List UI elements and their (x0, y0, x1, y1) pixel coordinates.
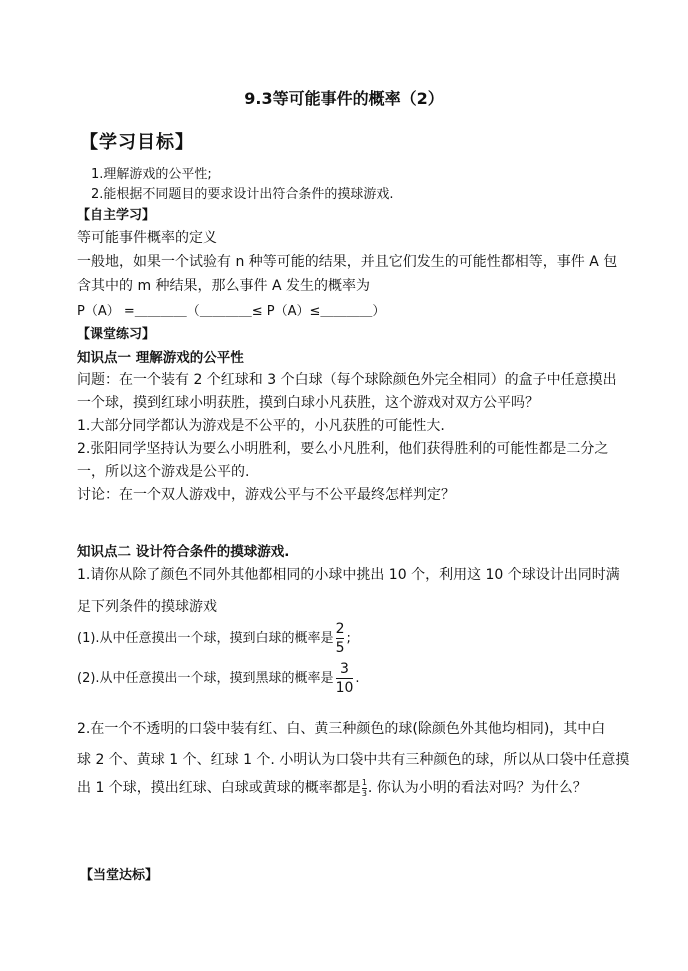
fraction-numerator: 1 (361, 777, 367, 787)
definition-title: 等可能事件概率的定义 (77, 230, 217, 246)
fraction-two-fifths (336, 622, 345, 655)
objectives-heading: 【学习目标】 (80, 132, 194, 153)
definition-text-line-2: 含其中的 m 种结果，那么事件 A 发生的概率为 (77, 278, 371, 294)
fraction-denominator: 5 (335, 640, 345, 656)
problem-line-2: 一个球，摸到红球小明获胜，摸到白球小凡获胜，这个游戏对双方公平吗？ (77, 395, 539, 411)
self-study-heading: 【自主学习】 (77, 208, 156, 223)
objective-item-1: 1.理解游戏的公平性; (91, 167, 212, 182)
problem-line-1: 问题：在一个装有 2 个红球和 3 个白球（每个球除颜色外完全相同）的盒子中任意摸出 (77, 372, 617, 388)
bag-question-line-3 (77, 777, 587, 798)
design-question-line-2: 足下列条件的摸球游戏 (77, 599, 217, 615)
discussion-question: 讨论：在一个双人游戏中，游戏公平与不公平最终怎样判定？ (77, 487, 455, 503)
condition-1 (77, 622, 351, 655)
condition-2-end: . (355, 671, 360, 686)
opinion-2-line-2: 一，所以这个游戏是公平的. (77, 464, 250, 480)
fraction-numerator: 2 (335, 621, 345, 637)
fraction-denominator: 10 (335, 680, 354, 696)
condition-2-text: (2).从中任意摸出一个球，摸到黑球的概率是 (77, 671, 334, 686)
definition-text-line-1: 一般地，如果一个试验有 n 种等可能的结果，并且它们发生的可能性都相等，事件 A 包 (77, 254, 618, 270)
design-question-line-1: 1.请你从除了颜色不同外其他都相同的小球中挑出 10 个，利用这 10 个球设计出同时满 (77, 567, 620, 583)
fraction-one-third (362, 779, 367, 798)
practice-heading: 【课堂练习】 (77, 327, 156, 342)
opinion-2-line-1: 2.张阳同学坚持认为要么小明胜利，要么小凡胜利，他们获得胜利的可能性都是二分之 (77, 441, 609, 457)
fraction-denominator: 3 (361, 788, 367, 798)
fraction-three-tenths (336, 662, 354, 695)
bag-question-line-1: 2.在一个不透明的口袋中装有红、白、黄三种颜色的球(除颜色外其他均相同)，其中白 (77, 721, 606, 737)
fraction-numerator: 3 (340, 661, 349, 677)
bag-question-line-3-after: . 你认为小明的看法对吗？为什么？ (367, 780, 587, 796)
page-title: 9.3等可能事件的概率（2） (244, 89, 444, 108)
knowledge-point-1-title: 知识点一 理解游戏的公平性 (77, 350, 244, 366)
knowledge-point-2-title: 知识点二 设计符合条件的摸球游戏. (77, 544, 290, 560)
condition-1-text: (1).从中任意摸出一个球，摸到白球的概率是 (77, 631, 334, 646)
bag-question-line-2: 球 2 个、黄球 1 个、红球 1 个. 小明认为口袋中共有三种颜色的球，所以从口袋中任意摸 (77, 752, 630, 768)
opinion-1: 1.大部分同学都认为游戏是不公平的，小凡获胜的可能性大. (77, 418, 445, 434)
condition-1-end: ; (346, 631, 351, 646)
objective-item-2: 2.能根据不同题目的要求设计出符合条件的摸球游戏. (91, 187, 394, 202)
bag-question-line-3-before: 出 1 个球，摸出红球、白球或黄球的概率都是 (77, 780, 361, 796)
assessment-heading: 【当堂达标】 (80, 868, 159, 883)
probability-formula-blank: P（A） =＿＿＿＿（＿＿＿＿≤ P（A）≤＿＿＿＿） (77, 304, 386, 319)
condition-2 (77, 662, 360, 695)
